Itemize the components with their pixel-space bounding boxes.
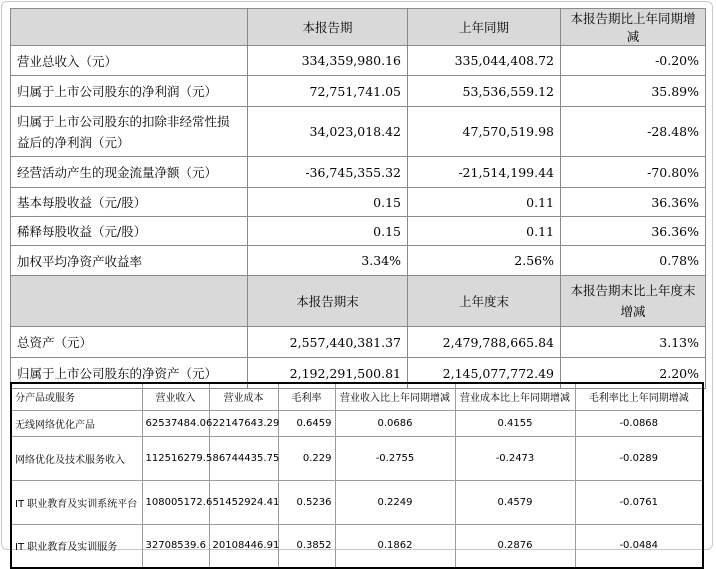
margin-value: 0.229: [278, 436, 335, 480]
previous-value: 2.56%: [408, 246, 561, 276]
row-label: 归属于上市公司股东的净利润（元）: [11, 76, 248, 107]
table-header-row: [11, 276, 706, 327]
cost-value: 22147643.29: [209, 410, 278, 436]
table-header-row: [11, 9, 706, 46]
current-value: 2,192,291,500.81: [248, 358, 408, 389]
previous-value: 47,570,519.98: [408, 107, 561, 157]
column-header: 上年度末: [408, 276, 561, 327]
revenue-change: -0.2755: [335, 436, 455, 480]
table-row: [11, 76, 706, 107]
column-header: 上年同期: [408, 9, 561, 46]
previous-value: 53,536,559.12: [408, 76, 561, 107]
column-header: 营业成本: [209, 383, 278, 410]
row-label: 基本每股收益（元/股）: [11, 188, 248, 217]
table-row: [11, 524, 703, 568]
cost-change: 0.2876: [455, 524, 575, 568]
margin-value: 0.6459: [278, 410, 335, 436]
cost-value: 20108446.91: [209, 524, 278, 568]
revenue-value: 62537484.06: [142, 410, 209, 436]
current-value: 72,751,741.05: [248, 76, 408, 107]
revenue-change: 0.2249: [335, 480, 455, 524]
product-name: IT 职业教育及实训服务: [11, 524, 142, 568]
current-value: 0.15: [248, 188, 408, 217]
financial-summary-table: [10, 8, 706, 389]
change-value: 36.36%: [561, 217, 706, 246]
table-row: [11, 246, 706, 276]
row-label: 归属于上市公司股东的净资产（元）: [11, 358, 248, 389]
previous-value: 335,044,408.72: [408, 46, 561, 76]
row-label: 稀释每股收益（元/股）: [11, 217, 248, 246]
row-label: 营业总收入（元）: [11, 46, 248, 76]
row-label: 总资产（元）: [11, 327, 248, 358]
table-row: [11, 436, 703, 480]
current-value: 3.34%: [248, 246, 408, 276]
column-header: 毛利率比上年同期增减: [575, 383, 703, 410]
current-value: 34,023,018.42: [248, 107, 408, 157]
table-row: [11, 327, 706, 358]
current-value: 0.15: [248, 217, 408, 246]
change-value: 0.78%: [561, 246, 706, 276]
current-value: 2,557,440,381.37: [248, 327, 408, 358]
revenue-value: 108005172.6: [142, 480, 209, 524]
change-value: 2.20%: [561, 358, 706, 389]
row-label: 加权平均净资产收益率: [11, 246, 248, 276]
current-value: 334,359,980.16: [248, 46, 408, 76]
change-value: 36.36%: [561, 188, 706, 217]
column-header: 本报告期末比上年度末增减: [561, 276, 706, 327]
change-value: 35.89%: [561, 76, 706, 107]
revenue-value: 112516279.5: [142, 436, 209, 480]
revenue-change: 0.1862: [335, 524, 455, 568]
margin-value: 0.5236: [278, 480, 335, 524]
previous-value: 2,479,788,665.84: [408, 327, 561, 358]
margin-change: -0.0868: [575, 410, 703, 436]
column-header: 本报告期末: [248, 276, 408, 327]
column-header: 营业收入比上年同期增减: [335, 383, 455, 410]
header-blank-cell: [11, 9, 248, 46]
table-header-row: [11, 383, 703, 410]
margin-change: -0.0289: [575, 436, 703, 480]
cost-change: 0.4155: [455, 410, 575, 436]
product-name: 无线网络优化产品: [11, 410, 142, 436]
current-value: -36,745,355.32: [248, 157, 408, 188]
change-value: 3.13%: [561, 327, 706, 358]
row-label: 归属于上市公司股东的扣除非经常性损益后的净利润（元）: [11, 107, 248, 157]
cost-change: 0.4579: [455, 480, 575, 524]
revenue-change: 0.0686: [335, 410, 455, 436]
table-row: [11, 46, 706, 76]
product-name: IT 职业教育及实训系统平台: [11, 480, 142, 524]
previous-value: 0.11: [408, 188, 561, 217]
change-value: -0.20%: [561, 46, 706, 76]
header-blank-cell: [11, 276, 248, 327]
previous-value: 0.11: [408, 217, 561, 246]
product-name: 网络优化及技术服务收入: [11, 436, 142, 480]
previous-value: -21,514,199.44: [408, 157, 561, 188]
previous-value: 2,145,077,772.49: [408, 358, 561, 389]
cost-change: -0.2473: [455, 436, 575, 480]
change-value: -28.48%: [561, 107, 706, 157]
table-row: [11, 157, 706, 188]
row-label: 经营活动产生的现金流量净额（元）: [11, 157, 248, 188]
revenue-value: 32708539.6: [142, 524, 209, 568]
table-row: [11, 480, 703, 524]
column-header: 营业成本比上年同期增减: [455, 383, 575, 410]
table-row: [11, 217, 706, 246]
column-header: 分产品或服务: [11, 383, 142, 410]
cost-value: 86744435.75: [209, 436, 278, 480]
table-row: [11, 188, 706, 217]
table-row: [11, 107, 706, 157]
product-breakdown-table: [10, 382, 704, 569]
column-header: 本报告期比上年同期增减: [561, 9, 706, 46]
column-header: 本报告期: [248, 9, 408, 46]
margin-change: -0.0761: [575, 480, 703, 524]
table-row: [11, 410, 703, 436]
column-header: 毛利率: [278, 383, 335, 410]
cost-value: 51452924.41: [209, 480, 278, 524]
margin-change: -0.0484: [575, 524, 703, 568]
margin-value: 0.3852: [278, 524, 335, 568]
column-header: 营业收入: [142, 383, 209, 410]
change-value: -70.80%: [561, 157, 706, 188]
